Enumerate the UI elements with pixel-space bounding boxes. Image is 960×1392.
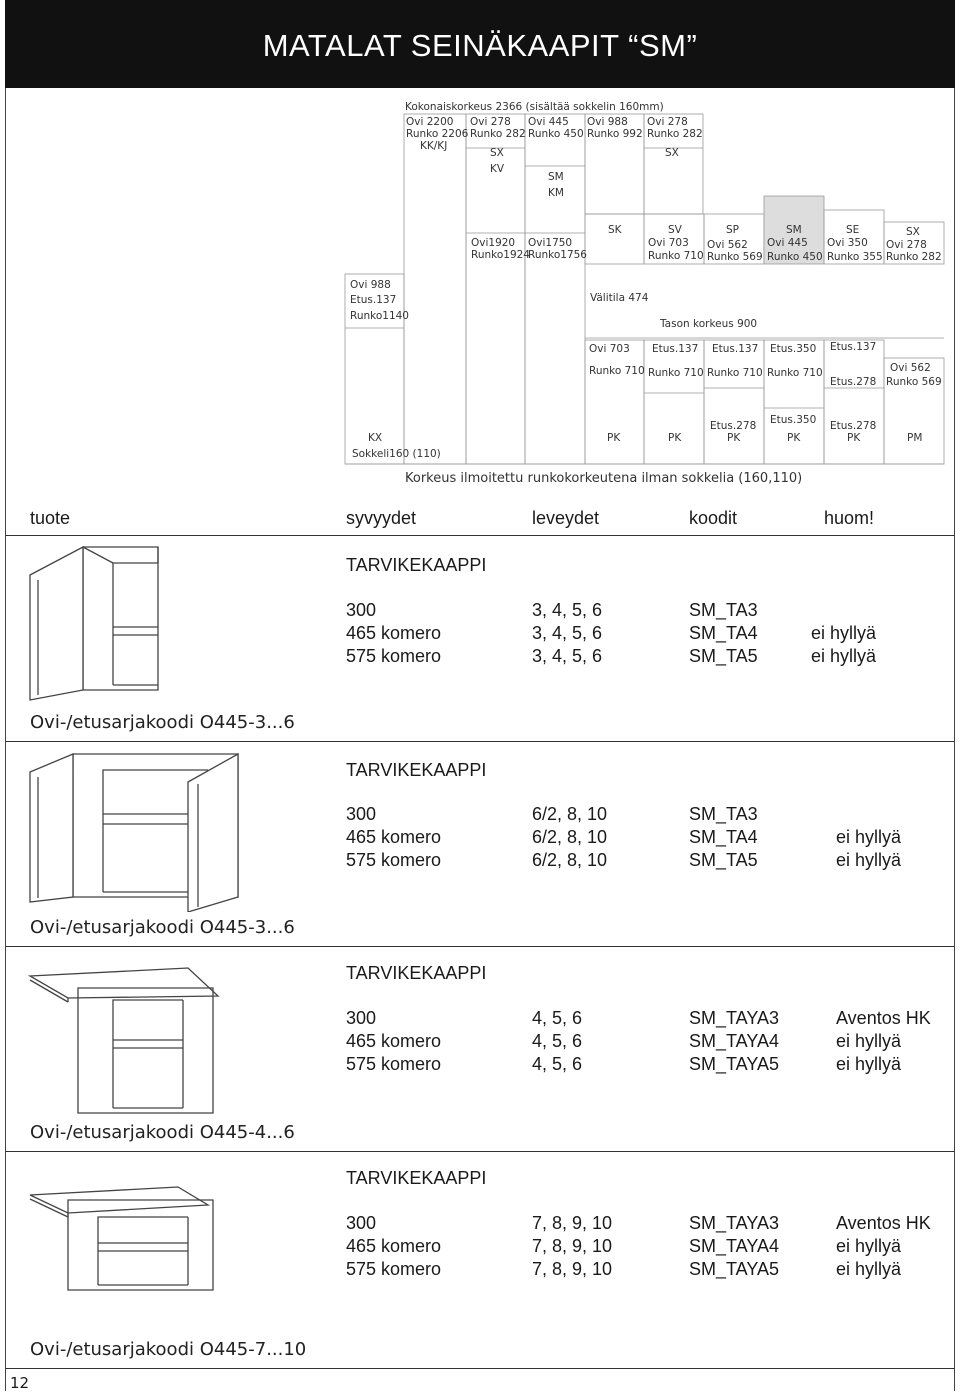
- depth-cell: 575 komero: [346, 1259, 442, 1279]
- depth-cell: 300: [346, 1213, 377, 1233]
- table-row: [0, 1259, 960, 1282]
- diagram-label: Ovi 445: [528, 116, 569, 128]
- divider: [5, 1368, 955, 1369]
- series-code: Ovi-/etusarjakoodi O445-3...6: [30, 712, 295, 733]
- diagram-label: Ovi 278: [470, 116, 511, 128]
- diagram-label: Ovi1750: [528, 237, 573, 249]
- diagram-label: KX: [368, 432, 383, 444]
- diagram-label: Ovi 703: [648, 237, 689, 249]
- diagram-label: Runko 710: [707, 367, 763, 379]
- depth-cell: 465 komero: [346, 1236, 442, 1256]
- diagram-label: Runko 282: [647, 128, 703, 140]
- divider: [5, 535, 955, 536]
- depth-cell: 575 komero: [346, 646, 442, 666]
- code-cell: SM_TA4: [689, 827, 758, 847]
- code-cell: SM_TA5: [689, 646, 758, 666]
- table-row: [0, 827, 960, 850]
- diagram-label: Ovi 988: [587, 116, 628, 128]
- table-row: [0, 1236, 960, 1259]
- diagram-label: KK/KJ: [420, 140, 448, 152]
- section-title: TARVIKEKAAPPI: [346, 963, 487, 983]
- note-cell: ei hyllyä: [836, 850, 902, 870]
- diagram-label: Tason korkeus 900: [660, 318, 758, 330]
- depth-cell: 465 komero: [346, 1031, 442, 1051]
- diagram-label: Runko 282: [886, 251, 942, 263]
- diagram-label: Sokkeli160 (110): [352, 448, 441, 460]
- diagram-label: KV: [490, 163, 505, 175]
- diagram-label: SX: [906, 226, 920, 238]
- note-cell: ei hyllyä: [811, 623, 877, 643]
- diagram-top-note: Kokonaiskorkeus 2366 (sisältää sokkelin 160mm): [405, 101, 664, 113]
- col-koodit: koodit: [689, 508, 738, 528]
- section-title: TARVIKEKAAPPI: [346, 1168, 487, 1188]
- depth-cell: 465 komero: [346, 623, 442, 643]
- diagram-label: Runko 2206: [406, 128, 469, 140]
- note-cell: Aventos HK: [836, 1008, 931, 1028]
- note-cell: ei hyllyä: [836, 1259, 902, 1279]
- table-row: [0, 1008, 960, 1031]
- diagram-label: SM: [548, 171, 564, 183]
- diagram-label: SE: [846, 224, 860, 236]
- code-cell: SM_TAYA3: [689, 1213, 780, 1233]
- diagram-label: Runko 450: [767, 251, 823, 263]
- divider: [5, 1151, 955, 1152]
- table-row: [0, 1213, 960, 1236]
- col-tuote: tuote: [30, 508, 71, 528]
- code-cell: SM_TAYA4: [689, 1031, 780, 1051]
- diagram-label: Ovi1920: [471, 237, 516, 249]
- diagram-label: Ovi 350: [827, 237, 868, 249]
- depth-cell: 465 komero: [346, 827, 442, 847]
- note-cell: ei hyllyä: [836, 1236, 902, 1256]
- diagram-label: Runko 710: [648, 367, 704, 379]
- diagram-label: PK: [668, 432, 682, 444]
- code-cell: SM_TAYA5: [689, 1054, 780, 1074]
- diagram-label: Runko 355: [827, 251, 883, 263]
- widths-cell: 7, 8, 9, 10: [532, 1213, 613, 1233]
- diagram-label: SM: [786, 224, 802, 236]
- diagram-label: Etus.278: [710, 420, 757, 432]
- diagram-label: Runko 569: [886, 376, 942, 388]
- widths-cell: 4, 5, 6: [532, 1008, 583, 1028]
- diagram-label: Välitila 474: [590, 292, 649, 304]
- note-cell: Aventos HK: [836, 1213, 931, 1233]
- diagram-label: Runko1140: [350, 310, 409, 322]
- diagram-label: Runko 992: [587, 128, 643, 140]
- widths-cell: 7, 8, 9, 10: [532, 1259, 613, 1279]
- page-header: [5, 0, 955, 88]
- table-row: [0, 600, 960, 623]
- code-cell: SM_TAYA4: [689, 1236, 780, 1256]
- depth-cell: 300: [346, 804, 377, 824]
- diagram-label: SV: [668, 224, 682, 236]
- diagram-label: Ovi 2200: [406, 116, 454, 128]
- diagram-label: Etus.278: [830, 376, 877, 388]
- diagram-bottom-note: Korkeus ilmoitettu runkokorkeutena ilman sokkelia (160,110): [405, 471, 803, 486]
- diagram-label: PK: [607, 432, 621, 444]
- diagram-label: Etus.137: [652, 343, 699, 355]
- col-huom: huom!: [824, 508, 875, 528]
- diagram-label: SX: [490, 147, 504, 159]
- widths-cell: 6/2, 8, 10: [532, 804, 608, 824]
- note-cell: ei hyllyä: [836, 1054, 902, 1074]
- note-cell: ei hyllyä: [811, 646, 877, 666]
- note-cell: ei hyllyä: [836, 827, 902, 847]
- diagram-label: Runko1756: [528, 249, 587, 261]
- depth-cell: 300: [346, 1008, 377, 1028]
- widths-cell: 6/2, 8, 10: [532, 850, 608, 870]
- column-headers: [0, 508, 960, 532]
- diagram-label: Runko 710: [648, 250, 704, 262]
- diagram-label: Ovi 278: [647, 116, 688, 128]
- section-title: TARVIKEKAAPPI: [346, 555, 487, 575]
- diagram-label: Etus.137: [830, 341, 877, 353]
- depth-cell: 575 komero: [346, 850, 442, 870]
- diagram-label: Etus.278: [830, 420, 877, 432]
- diagram-label: SX: [665, 147, 679, 159]
- divider: [5, 946, 955, 947]
- code-cell: SM_TAYA5: [689, 1259, 780, 1279]
- table-row: [0, 646, 960, 669]
- code-cell: SM_TA5: [689, 850, 758, 870]
- widths-cell: 3, 4, 5, 6: [532, 646, 603, 666]
- diagram-label: Runko 710: [589, 365, 645, 377]
- section-title: TARVIKEKAAPPI: [346, 760, 487, 780]
- note-cell: ei hyllyä: [836, 1031, 902, 1051]
- code-cell: SM_TA3: [689, 804, 758, 824]
- depth-cell: 300: [346, 600, 377, 620]
- widths-cell: 6/2, 8, 10: [532, 827, 608, 847]
- diagram-label: Etus.137: [712, 343, 759, 355]
- table-row: [0, 1031, 960, 1054]
- table-row: [0, 804, 960, 827]
- diagram-label: SP: [726, 224, 739, 236]
- col-syvyydet: syvyydet: [346, 508, 417, 528]
- diagram-label: Runko 569: [707, 251, 763, 263]
- diagram-label: Ovi 445: [767, 237, 808, 249]
- depth-cell: 575 komero: [346, 1054, 442, 1074]
- code-cell: SM_TA4: [689, 623, 758, 643]
- page-number: 12: [10, 1374, 30, 1392]
- diagram-label: Ovi 703: [589, 343, 630, 355]
- diagram-label: PK: [847, 432, 861, 444]
- diagram-label: Runko 450: [528, 128, 584, 140]
- widths-cell: 3, 4, 5, 6: [532, 600, 603, 620]
- page-title: MATALAT SEINÄKAAPIT “SM”: [262, 28, 698, 63]
- diagram-label: Runko 710: [767, 367, 823, 379]
- diagram-label: PM: [907, 432, 923, 444]
- diagram-label: Etus.350: [770, 343, 817, 355]
- diagram-label: Ovi 278: [886, 239, 927, 251]
- diagram-label: Ovi 562: [707, 239, 748, 251]
- series-code: Ovi-/etusarjakoodi O445-7...10: [30, 1339, 307, 1360]
- diagram-label: Runko1924: [471, 249, 530, 261]
- table-row: [0, 850, 960, 873]
- elevation-diagram: [0, 88, 960, 498]
- table-row: [0, 1054, 960, 1077]
- code-cell: SM_TA3: [689, 600, 758, 620]
- diagram-label: KM: [548, 187, 564, 199]
- table-row: [0, 623, 960, 646]
- widths-cell: 4, 5, 6: [532, 1031, 583, 1051]
- widths-cell: 3, 4, 5, 6: [532, 623, 603, 643]
- diagram-label: Runko 282: [470, 128, 526, 140]
- divider: [5, 741, 955, 742]
- diagram-label: Ovi 988: [350, 279, 391, 291]
- diagram-label: Ovi 562: [890, 362, 931, 374]
- widths-cell: 4, 5, 6: [532, 1054, 583, 1074]
- code-cell: SM_TAYA3: [689, 1008, 780, 1028]
- series-code: Ovi-/etusarjakoodi O445-3...6: [30, 917, 295, 938]
- col-leveydet: leveydet: [532, 508, 600, 528]
- diagram-label: Etus.350: [770, 414, 817, 426]
- series-code: Ovi-/etusarjakoodi O445-4...6: [30, 1122, 295, 1143]
- diagram-label: Etus.137: [350, 294, 397, 306]
- widths-cell: 7, 8, 9, 10: [532, 1236, 613, 1256]
- diagram-label: PK: [727, 432, 741, 444]
- diagram-label: SK: [608, 224, 622, 236]
- diagram-label: PK: [787, 432, 801, 444]
